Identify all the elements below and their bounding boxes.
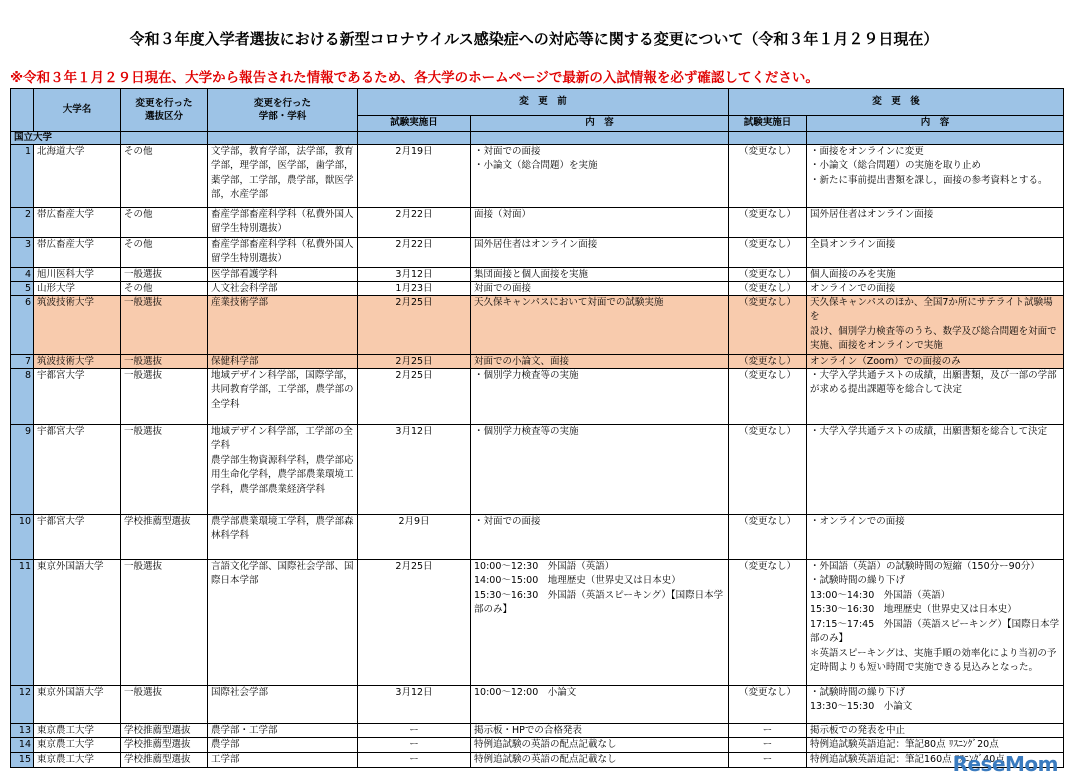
after-content: ・試験時間の繰り下げ 13:30～15:30 小論文	[807, 685, 1064, 723]
university-name: 帯広畜産大学	[34, 237, 121, 267]
before-content: 対面での小論文、面接	[471, 354, 729, 368]
table-row	[11, 514, 1064, 559]
before-date: 3月12日	[358, 267, 471, 281]
department: 言語文化学部、国際社会学部、国 際日本学部	[208, 559, 358, 685]
table-row	[11, 424, 1064, 514]
department: 農学部	[208, 737, 358, 752]
table-row	[11, 559, 1064, 685]
university-name: 筑波技術大学	[34, 354, 121, 368]
university-name: 宇都宮大学	[34, 514, 121, 559]
department: 国際社会学部	[208, 685, 358, 723]
empty-cell	[471, 131, 729, 144]
after-content: ・面接をオンラインに変更 ・小論文（総合問題）の実施を取り止め ・新たに事前提出書類を課し，面接の参考資料とする。	[807, 144, 1064, 207]
department: 産業技術学部	[208, 295, 358, 354]
row-number: 9	[11, 424, 34, 514]
after-date: （変更なし）	[729, 144, 807, 207]
university-name: 筑波技術大学	[34, 295, 121, 354]
department: 地域デザイン科学部，工学部の全 学科 農学部生物資源科学科，農学部応 用生命化学科，農学部農業環境工 学科，農学部農業経済学科	[208, 424, 358, 514]
before-content: 対面での面接	[471, 281, 729, 295]
empty-cell	[208, 131, 358, 144]
before-date: 2月25日	[358, 368, 471, 424]
selection-category: 一般選抜	[121, 295, 208, 354]
table-row	[11, 207, 1064, 237]
university-name: 東京外国語大学	[34, 685, 121, 723]
before-date: 2月22日	[358, 237, 471, 267]
before-content: 特例追試験の英語の配点記載なし	[471, 752, 729, 767]
header-before: 変 更 前	[358, 89, 729, 116]
after-date: （変更なし）	[729, 514, 807, 559]
after-content: 掲示板での発表を中止	[807, 723, 1064, 737]
department: 文学部，教育学部，法学部，教育 学部，理学部，医学部，歯学部， 薬学部，工学部，農学部，獣医学 部，水産学部	[208, 144, 358, 207]
after-content: 天久保キャンパスのほか、全国7か所にサテライト試験場を 設け、個別学力検査等のうち、数学及び総合問題を対面で 実施、面接をオンラインで実施	[807, 295, 1064, 354]
department: 地域デザイン科学部，国際学部， 共同教育学部，工学部，農学部の 全学科	[208, 368, 358, 424]
before-content: 集団面接と個人面接を実施	[471, 267, 729, 281]
warning-note: ※令和３年１月２９日現在、大学から報告された情報であるため、各大学のホームページで最新の入試情報を必ず確認してください。	[10, 70, 819, 86]
row-number: 5	[11, 281, 34, 295]
university-name: 東京農工大学	[34, 723, 121, 737]
before-content: 国外居住者はオンライン面接	[471, 237, 729, 267]
after-content: オンラインでの面接	[807, 281, 1064, 295]
before-date: 1月23日	[358, 281, 471, 295]
selection-category: 一般選抜	[121, 424, 208, 514]
before-content: ・対面での面接 ・小論文（総合問題）を実施	[471, 144, 729, 207]
row-number: 12	[11, 685, 34, 723]
selection-category: その他	[121, 281, 208, 295]
after-content: 全員オンライン面接	[807, 237, 1064, 267]
department: 医学部看護学科	[208, 267, 358, 281]
table-row	[11, 685, 1064, 723]
header-before-date: 試験実施日	[358, 116, 471, 132]
selection-category: 一般選抜	[121, 267, 208, 281]
after-content: 特例追試験英語追記：筆記160点 ﾘｽﾆﾝｸﾞ40点	[807, 752, 1064, 767]
table-row	[11, 368, 1064, 424]
after-content: 国外居住者はオンライン面接	[807, 207, 1064, 237]
before-content: 天久保キャンパスにおいて対面での試験実施	[471, 295, 729, 354]
before-date: ー	[358, 737, 471, 752]
after-date: （変更なし）	[729, 237, 807, 267]
department: 畜産学部畜産科学科（私費外国人 留学生特別選抜）	[208, 237, 358, 267]
department: 農学部農業環境工学科，農学部森 林科学科	[208, 514, 358, 559]
before-date: ー	[358, 723, 471, 737]
row-number: 14	[11, 737, 34, 752]
after-date: （変更なし）	[729, 354, 807, 368]
after-date: （変更なし）	[729, 685, 807, 723]
university-name: 旭川医科大学	[34, 267, 121, 281]
department: 工学部	[208, 752, 358, 767]
before-content: 10:00～12:00 小論文	[471, 685, 729, 723]
header-after-date: 試験実施日	[729, 116, 807, 132]
after-date: （変更なし）	[729, 207, 807, 237]
selection-category: 一般選抜	[121, 354, 208, 368]
section-row	[11, 131, 1064, 144]
selection-category: 一般選抜	[121, 685, 208, 723]
table-row	[11, 237, 1064, 267]
header-before-content: 内 容	[471, 116, 729, 132]
row-number: 8	[11, 368, 34, 424]
changes-table	[10, 88, 1064, 768]
before-date: 3月12日	[358, 424, 471, 514]
after-date: （変更なし）	[729, 424, 807, 514]
department: 人文社会科学部	[208, 281, 358, 295]
after-date: ー	[729, 723, 807, 737]
table-row	[11, 737, 1064, 752]
before-content: ・対面での面接	[471, 514, 729, 559]
university-name: 東京農工大学	[34, 752, 121, 767]
university-name: 北海道大学	[34, 144, 121, 207]
row-number: 7	[11, 354, 34, 368]
after-content: ・オンラインでの面接	[807, 514, 1064, 559]
department: 保健科学部	[208, 354, 358, 368]
selection-category: 学校推薦型選抜	[121, 752, 208, 767]
after-content: オンライン（Zoom）での面接のみ	[807, 354, 1064, 368]
row-number: 13	[11, 723, 34, 737]
row-number: 6	[11, 295, 34, 354]
after-date: （変更なし）	[729, 295, 807, 354]
after-content: 特例追試験英語追記：筆記80点 ﾘｽﾆﾝｸﾞ20点	[807, 737, 1064, 752]
before-content: ・個別学力検査等の実施	[471, 424, 729, 514]
page-title: 令和３年度入学者選抜における新型コロナウイルス感染症への対応等に関する変更について（令和３年１月２９日現在）	[129, 30, 939, 48]
university-name: 宇都宮大学	[34, 424, 121, 514]
after-date: （変更なし）	[729, 281, 807, 295]
after-content: ・大学入学共通テストの成績，出願書類，及び一部の学部 が求める提出課題等を総合して決定	[807, 368, 1064, 424]
before-date: 3月12日	[358, 685, 471, 723]
row-number: 10	[11, 514, 34, 559]
header-category: 変更を行った 選抜区分	[121, 89, 208, 132]
before-date: 2月9日	[358, 514, 471, 559]
header-university: 大学名	[34, 89, 121, 132]
selection-category: その他	[121, 237, 208, 267]
row-number: 11	[11, 559, 34, 685]
table-row	[11, 267, 1064, 281]
department: 畜産学部畜産科学科（私費外国人 留学生特別選抜）	[208, 207, 358, 237]
table-row	[11, 752, 1064, 767]
university-name: 帯広畜産大学	[34, 207, 121, 237]
header-after: 変 更 後	[729, 89, 1064, 116]
row-number: 4	[11, 267, 34, 281]
after-date: ー	[729, 752, 807, 767]
after-date: ー	[729, 737, 807, 752]
before-content: ・個別学力検査等の実施	[471, 368, 729, 424]
before-content: 面接（対面）	[471, 207, 729, 237]
after-content: ・外国語（英語）の試験時間の短縮（150分ー90分） ・試験時間の繰り下げ 13:00～14:30 外国語（英語） 15:30～16:30 地理歴史（世界史又は日本史） 17:15～17:45 外国語（英語スピーキング）【国際日本学 部のみ】 ＊英語スピーキングは、実施手順の効率化により当初の予 定時間よりも短い時間で実施できる見込みとなった。	[807, 559, 1064, 685]
before-date: 2月19日	[358, 144, 471, 207]
university-name: 東京農工大学	[34, 737, 121, 752]
table-row	[11, 144, 1064, 207]
after-date: （変更なし）	[729, 368, 807, 424]
before-date: ー	[358, 752, 471, 767]
row-number: 15	[11, 752, 34, 767]
university-name: 東京外国語大学	[34, 559, 121, 685]
selection-category: その他	[121, 207, 208, 237]
table-row	[11, 281, 1064, 295]
before-date: 2月25日	[358, 354, 471, 368]
header-after-content: 内 容	[807, 116, 1064, 132]
header-number	[11, 89, 34, 132]
empty-cell	[358, 131, 471, 144]
before-date: 2月25日	[358, 559, 471, 685]
after-date: （変更なし）	[729, 559, 807, 685]
before-date: 2月25日	[358, 295, 471, 354]
selection-category: 一般選抜	[121, 368, 208, 424]
selection-category: 学校推薦型選抜	[121, 514, 208, 559]
empty-cell	[807, 131, 1064, 144]
table-row	[11, 295, 1064, 354]
selection-category: 一般選抜	[121, 559, 208, 685]
empty-cell	[729, 131, 807, 144]
row-number: 1	[11, 144, 34, 207]
row-number: 2	[11, 207, 34, 237]
department: 農学部・工学部	[208, 723, 358, 737]
empty-cell	[121, 131, 208, 144]
university-name: 山形大学	[34, 281, 121, 295]
before-content: 特例追試験の英語の配点記載なし	[471, 737, 729, 752]
header-department: 変更を行った 学部・学科	[208, 89, 358, 132]
university-name: 宇都宮大学	[34, 368, 121, 424]
after-content: 個人面接のみを実施	[807, 267, 1064, 281]
row-number: 3	[11, 237, 34, 267]
table-row	[11, 723, 1064, 737]
after-date: （変更なし）	[729, 267, 807, 281]
table-row	[11, 354, 1064, 368]
before-content: 10:00～12:30 外国語（英語） 14:00～15:00 地理歴史（世界史又は日本史） 15:30～16:30 外国語（英語スピーキング）【国際日本学 部のみ】	[471, 559, 729, 685]
section-label: 国立大学	[11, 131, 121, 144]
resemom-watermark-logo: ReseMom	[952, 752, 1058, 776]
after-content: ・大学入学共通テストの成績，出願書類を総合して決定	[807, 424, 1064, 514]
before-date: 2月22日	[358, 207, 471, 237]
selection-category: その他	[121, 144, 208, 207]
selection-category: 学校推薦型選抜	[121, 723, 208, 737]
selection-category: 学校推薦型選抜	[121, 737, 208, 752]
before-content: 掲示板・HPでの合格発表	[471, 723, 729, 737]
